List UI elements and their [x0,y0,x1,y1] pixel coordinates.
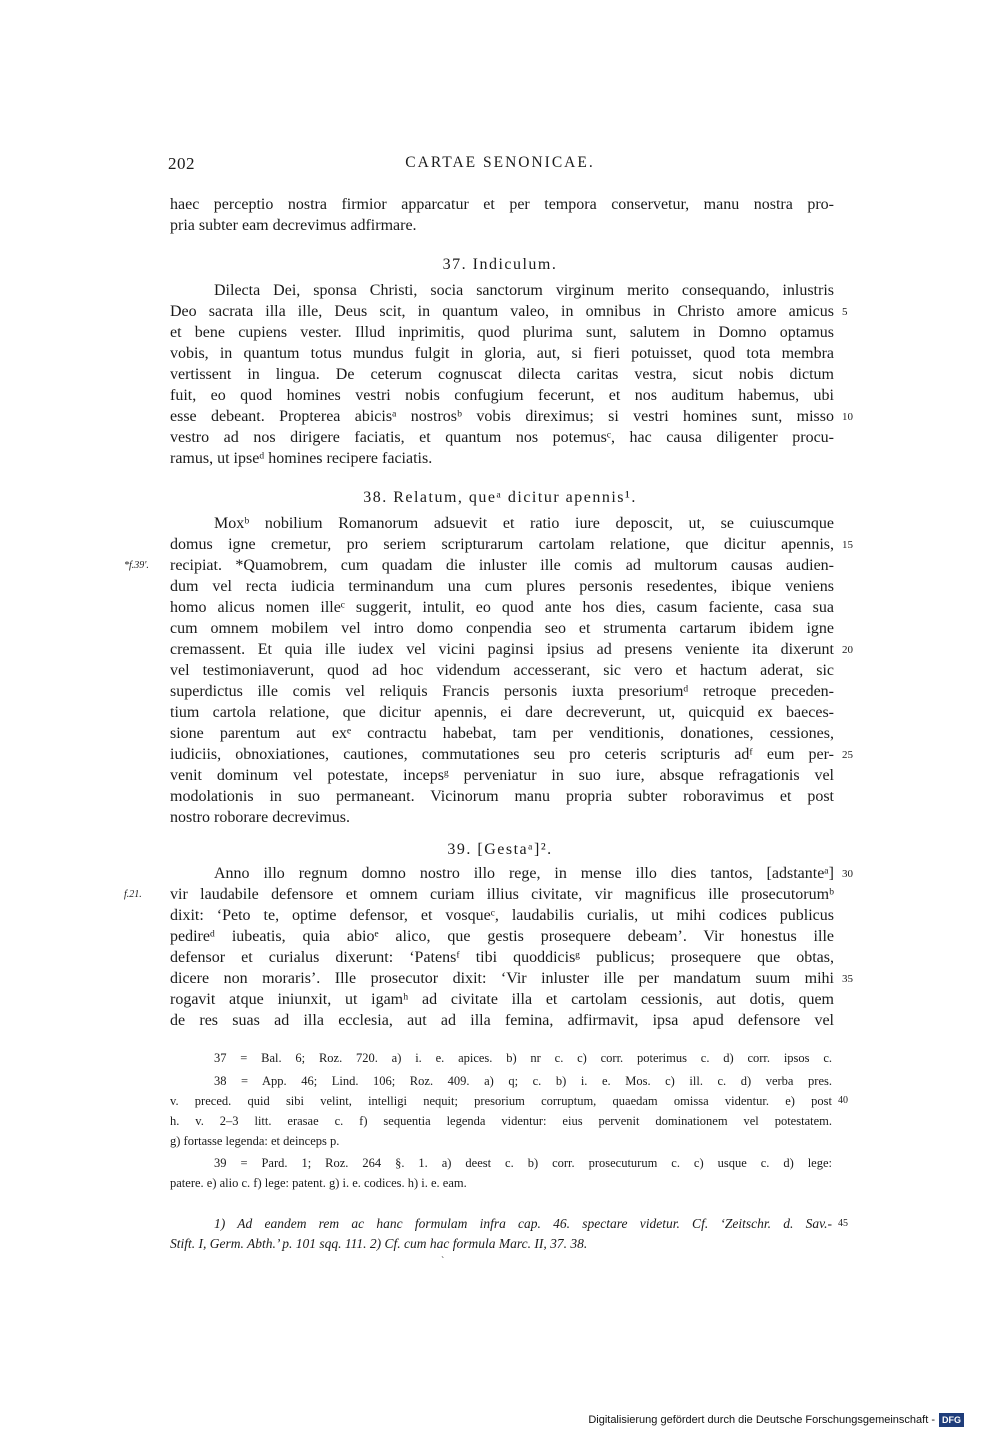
text-line: venit dominum vel potestate, incepsᵍ perveniatur in suo iure, absque refragationis vel [170,767,834,784]
line-number: 35 [842,973,853,985]
line-number: 20 [842,644,853,656]
text-line: vobis, in quantum totus mundus fulgit in gloria, aut, si fieri potuisset, quod tota membra [170,345,834,362]
text-line: Dilecta Dei, sponsa Christi, socia sanctorum virginum merito consequando, inlustris [214,282,834,299]
text-line: vir laudabile defensore et omnem curiam illius civitate, vir magnificus ille prosecutorumᵇ [170,886,834,903]
text-line: ramus, ut ipseᵈ homines recipere faciatis. [170,450,433,467]
running-title: CARTAE SENONICAE. [405,154,595,171]
line-number: 30 [842,868,853,880]
text-line: cum omnem mobilem vel intro domo conpendia seo et strumenta cartarum ibidem igne [170,620,834,637]
section-heading: 38. Relatum, queᵃ dicitur apennis¹. [363,489,637,506]
text-line: esse debeant. Propterea abicisᵃ nostrosᵇ vobis direximus; si vestri homines sunt, misso [170,408,834,425]
line-number: 25 [842,749,853,761]
line-number: 45 [838,1218,848,1229]
line-number: 5 [842,306,848,318]
text-line: rogavit atque iniunxit, ut igamʰ ad civitate illa et cartolam cessionis, aut dotis, quem [170,991,834,1008]
section-heading: 39. [Gestaᵃ]². [447,841,553,858]
text-line: tium cartola relatione, que dicitur apennis, ei dare decreverunt, ut, quicquid ex baeces- [170,704,834,721]
text-line: vertissent in lingua. De ceterum cognuscat dilecta caritas vestra, sicut nobis dictum [170,366,834,383]
text-line: Moxᵇ nobilium Romanorum adsuevit et ratio iure deposcit, ut, se cuiuscumque [214,515,834,532]
margin-folio-note: f.21. [124,889,142,900]
apparatus-line: g) fortasse legenda: et deinceps p. [170,1134,340,1148]
text-line: haec perceptio nostra firmior apparcatur et per tempora conservetur, manu nostra pro- [170,196,834,213]
text-line: vestro ad nos dirigere faciatis, et quantum nos potemusᶜ, hac causa diligenter procu- [170,429,834,446]
apparatus-line: 37 = Bal. 6; Roz. 720. a) i. e. apices. b) nr c. c) corr. poterimus c. d) corr. ipsos c. [214,1051,832,1065]
section-heading: 37. Indiculum. [442,256,558,273]
footnote-line: 1) Ad eandem rem ac hanc formulam infra cap. 46. spectare videtur. Cf. ‘Zeitschr. d. Sav.- [214,1216,832,1231]
text-line: pedireᵈ iubeatis, quia abioᵉ alico, que gestis prosequere debeam’. Vir honestus ille [170,928,834,945]
text-line: homo alicus nomen illeᶜ suggerit, intulit, eo quod ante hos dies, casum faciente, casa sua [170,599,834,616]
text-line: dicere non moraris’. Ille prosecutor dixit: ‘Vir inluster ille per mandatum suum mihi [170,970,834,987]
text-line: et bene cupiens vester. Illud inprimitis, quod plurima sunt, salutem in Domno optamus [170,324,834,341]
dfg-logo: DFG [939,1413,964,1427]
text-line: defensor et curialus dixerunt: ‘Patensᶠ tibi quoddicisᵍ publicus; prosequere que obtas, [170,949,834,966]
text-line: domus igne cremetur, pro seriem scripturarum cartolam relatione, que dicitur apennis, [170,536,834,553]
text-line: superdictus ille comis vel reliquis Francis personis iuxta presoriumᵈ retroque preceden- [170,683,834,700]
text-line: nostro roborare decrevimus. [170,809,350,826]
apparatus-line: h. v. 2–3 litt. erasae c. f) sequentia legenda videntur: eius pervenit dominationem vel potestatem. [170,1114,832,1128]
text-line: de res suas ad illa ecclesia, aut ad illa femina, adfirmavit, ipsa apud defensore vel [170,1012,834,1029]
text-line: vel testimoniaverunt, quod ad hoc videndum accesserant, sic vero et hactum aderat, sic [170,662,834,679]
apparatus-line: 38 = App. 46; Lind. 106; Roz. 409. a) q; c. b) i. e. Mos. c) ill. c. d) verba pres. [214,1074,832,1088]
text-line: dixit: ‘Peto te, optime defensor, et vosqueᶜ, laudabilis curialis, ut mihi codices publicus [170,907,834,924]
margin-folio-note: *f.39'. [124,560,149,571]
text-line: fuit, eo quod homines vestri nobis confugium fecerunt, et nos auditum habemus, ubi [170,387,834,404]
page-number: 202 [168,154,195,173]
footnote-line: Stift. I, Germ. Abth.’ p. 101 sqq. 111. 2) Cf. cum hac formula Marc. II, 37. 38. [170,1236,588,1251]
digitization-credit [588,1413,964,1427]
apparatus-line: patere. e) alio c. f) lege: patent. g) i. e. codices. h) i. e. eam. [170,1176,467,1190]
line-number: 10 [842,411,853,423]
text-line: dum vel recta iudicia terminandum una cum plures personis resedentes, ibique veniens [170,578,834,595]
apparatus-line: 39 = Pard. 1; Roz. 264 §. 1. a) deest c. b) corr. prosecuturum c. c) usque c. d) lege: [214,1156,832,1170]
text-line: iudiciis, obnoxiationes, cautiones, commutationes seu pro ceteris scripturis adᶠ eum per- [170,746,834,763]
credit-text: Digitalisierung gefördert durch die Deutsche Forschungsgemeinschaft - [588,1414,935,1426]
line-number: 40 [838,1095,848,1106]
text-line: recipiat. *Quamobrem, cum quadam die inluster ille comis ad multorum causas audien- [170,557,834,574]
stray-mark: ˋ [441,1256,445,1267]
text-line: Deo sacrata illa ille, Deus scit, in quantum valeo, in omnibus in Christo amore amicus [170,303,834,320]
text-line: pria subter eam decrevimus adfirmare. [170,217,417,234]
text-line: cremassent. Et quia ille iudex vel vicini paginsi ipsius ad presens veniente ita dixerunt [170,641,834,658]
text-line: modolationis in suo permaneant. Vicinorum manu propria subter roboravimus et post [170,788,834,805]
text-line: Anno illo regnum domno nostro illo rege, in mense illo dies tantos, [adstanteᵃ] [214,865,834,882]
apparatus-line: v. preced. quid sibi velint, intelligi nequit; presorium corruptum, quaedam omissa videntur. e) post [170,1094,832,1108]
line-number: 15 [842,539,853,551]
text-line: sione parentum aut exᵉ contractu habebat, tam per venditionis, donationes, cessiones, [170,725,834,742]
